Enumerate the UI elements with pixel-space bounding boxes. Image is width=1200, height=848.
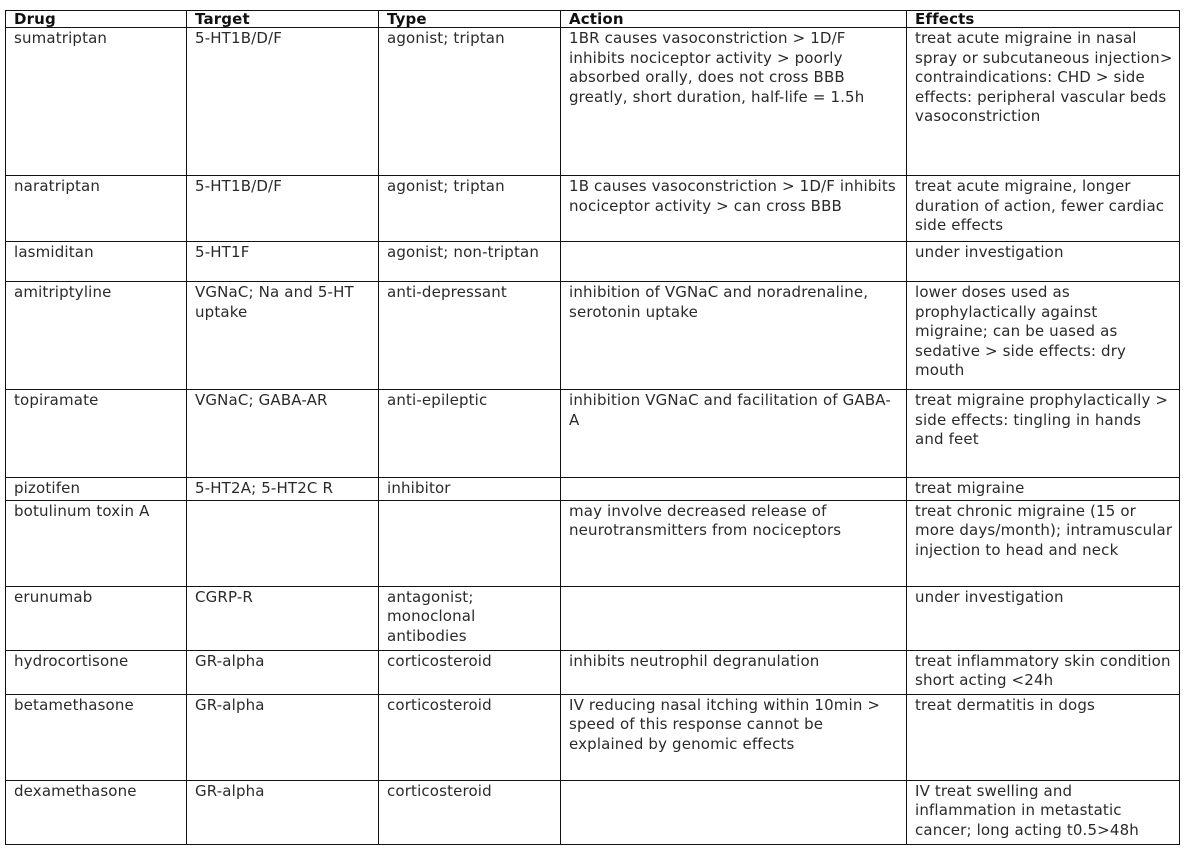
table-row <box>6 694 1180 780</box>
header-type: Type <box>379 11 561 28</box>
cell-drug: pizotifen <box>6 478 187 501</box>
table-header <box>6 11 1180 28</box>
cell-target: 5-HT1B/D/F <box>187 28 379 176</box>
cell-type: agonist; non-triptan <box>379 242 561 282</box>
cell-type: corticosteroid <box>379 694 561 780</box>
cell-target: 5-HT1B/D/F <box>187 176 379 242</box>
cell-type: agonist; triptan <box>379 176 561 242</box>
cell-target: GR-alpha <box>187 780 379 844</box>
cell-drug: erunumab <box>6 586 187 650</box>
cell-action: IV reducing nasal itching within 10min > speed of this response cannot be explained by genomic effects <box>561 694 907 780</box>
cell-effects: under investigation <box>907 242 1180 282</box>
cell-effects: treat inflammatory skin condition short acting <24h <box>907 650 1180 694</box>
cell-action <box>561 478 907 501</box>
table-row <box>6 242 1180 282</box>
cell-target: VGNaC; Na and 5-HT uptake <box>187 282 379 390</box>
table-row <box>6 478 1180 501</box>
cell-target: GR-alpha <box>187 650 379 694</box>
cell-drug: lasmiditan <box>6 242 187 282</box>
cell-drug: sumatriptan <box>6 28 187 176</box>
header-target: Target <box>187 11 379 28</box>
cell-target: 5-HT1F <box>187 242 379 282</box>
cell-action: inhibition VGNaC and facilitation of GABA-A <box>561 390 907 478</box>
cell-target: CGRP-R <box>187 586 379 650</box>
cell-action <box>561 242 907 282</box>
table-row <box>6 650 1180 694</box>
table-row <box>6 390 1180 478</box>
drug-table <box>5 10 1180 845</box>
table-row <box>6 780 1180 844</box>
cell-effects: treat migraine prophylactically > side effects: tingling in hands and feet <box>907 390 1180 478</box>
header-row <box>6 11 1180 28</box>
cell-effects: treat acute migraine, longer duration of action, fewer cardiac side effects <box>907 176 1180 242</box>
cell-effects: treat chronic migraine (15 or more days/month); intramuscular injection to head and neck <box>907 500 1180 586</box>
cell-drug: topiramate <box>6 390 187 478</box>
cell-drug: naratriptan <box>6 176 187 242</box>
cell-action: 1BR causes vasoconstriction > 1D/F inhibits nociceptor activity > poorly absorbed orally, does not cross BBB greatly, short duration, half-life = 1.5h <box>561 28 907 176</box>
table-row <box>6 586 1180 650</box>
cell-type: agonist; triptan <box>379 28 561 176</box>
table-row <box>6 28 1180 176</box>
cell-action <box>561 586 907 650</box>
cell-type: inhibitor <box>379 478 561 501</box>
cell-drug: amitriptyline <box>6 282 187 390</box>
cell-type: anti-depressant <box>379 282 561 390</box>
cell-type: antagonist; monoclonal antibodies <box>379 586 561 650</box>
cell-effects: treat dermatitis in dogs <box>907 694 1180 780</box>
cell-target: VGNaC; GABA-AR <box>187 390 379 478</box>
cell-target: 5-HT2A; 5-HT2C R <box>187 478 379 501</box>
cell-target: GR-alpha <box>187 694 379 780</box>
table-body <box>6 28 1180 845</box>
cell-effects: under investigation <box>907 586 1180 650</box>
cell-action <box>561 780 907 844</box>
header-action: Action <box>561 11 907 28</box>
cell-action: 1B causes vasoconstriction > 1D/F inhibits nociceptor activity > can cross BBB <box>561 176 907 242</box>
cell-drug: botulinum toxin A <box>6 500 187 586</box>
cell-drug: dexamethasone <box>6 780 187 844</box>
cell-effects: IV treat swelling and inflammation in metastatic cancer; long acting t0.5>48h <box>907 780 1180 844</box>
cell-action: may involve decreased release of neurotransmitters from nociceptors <box>561 500 907 586</box>
cell-action: inhibition of VGNaC and noradrenaline, serotonin uptake <box>561 282 907 390</box>
cell-action: inhibits neutrophil degranulation <box>561 650 907 694</box>
table-row <box>6 176 1180 242</box>
cell-type: corticosteroid <box>379 650 561 694</box>
table-row <box>6 500 1180 586</box>
cell-type: corticosteroid <box>379 780 561 844</box>
header-drug: Drug <box>6 11 187 28</box>
cell-target <box>187 500 379 586</box>
header-effects: Effects <box>907 11 1180 28</box>
cell-type: anti-epileptic <box>379 390 561 478</box>
cell-type <box>379 500 561 586</box>
cell-effects: treat acute migraine in nasal spray or subcutaneous injection> contraindications: CHD > side effects: peripheral vascular beds vasoconstriction <box>907 28 1180 176</box>
table-row <box>6 282 1180 390</box>
cell-effects: lower doses used as prophylactically against migraine; can be uased as sedative > side effects: dry mouth <box>907 282 1180 390</box>
cell-effects: treat migraine <box>907 478 1180 501</box>
cell-drug: hydrocortisone <box>6 650 187 694</box>
cell-drug: betamethasone <box>6 694 187 780</box>
